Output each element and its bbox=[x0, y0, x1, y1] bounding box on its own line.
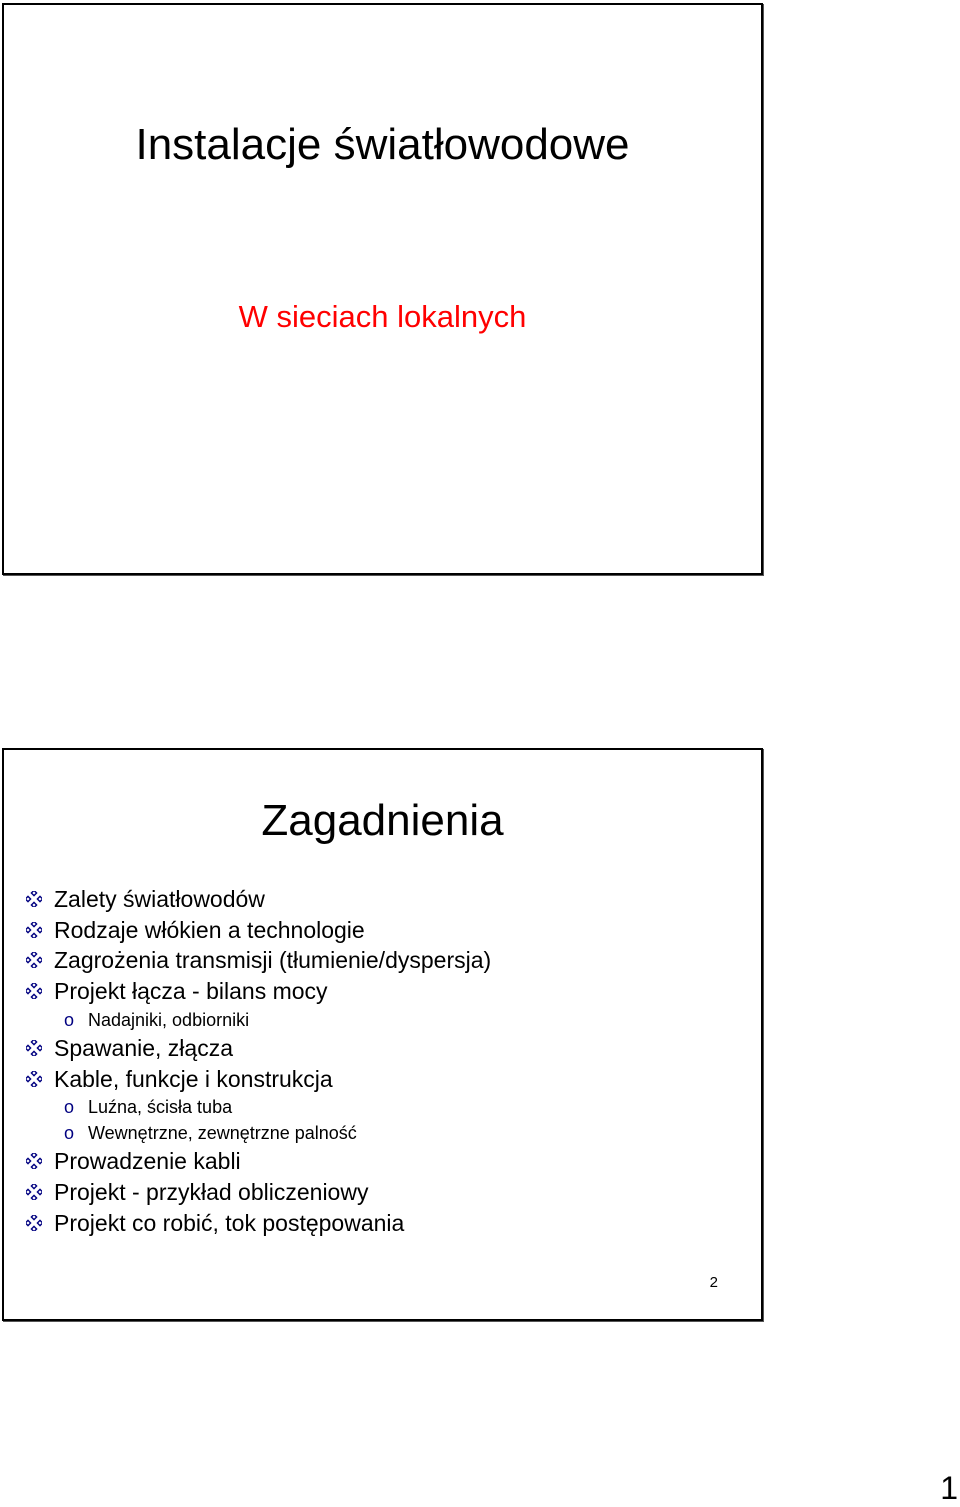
slide-1 bbox=[2, 3, 763, 575]
four-diamond-bullet-icon bbox=[26, 922, 42, 938]
list-item-text: Zagrożenia transmisji (tłumienie/dyspersja) bbox=[54, 947, 492, 974]
list-item bbox=[26, 884, 491, 915]
list-item-text: Rodzaje włókien a technologie bbox=[54, 916, 365, 943]
list-item bbox=[26, 1064, 491, 1095]
list-item-text: Wewnętrzne, zewnętrzne palność bbox=[88, 1123, 357, 1144]
slide-title: Instalacje światłowodowe bbox=[135, 120, 630, 169]
four-diamond-bullet-icon bbox=[26, 1071, 42, 1087]
list-item bbox=[26, 1208, 491, 1239]
four-diamond-bullet-icon bbox=[26, 952, 42, 968]
sub-bullet-icon: o bbox=[64, 1009, 75, 1030]
list-item-text: Luźna, ścisła tuba bbox=[88, 1097, 233, 1118]
list-item-text: Prowadzenie kabli bbox=[54, 1148, 241, 1175]
list-item-text: Kable, funkcje i konstrukcja bbox=[54, 1065, 333, 1092]
slide-subtitle: W sieciach lokalnych bbox=[238, 299, 527, 334]
list-item bbox=[26, 1033, 491, 1064]
sub-bullet-icon: o bbox=[64, 1097, 75, 1118]
bullet-list bbox=[26, 884, 491, 1238]
list-item bbox=[26, 1177, 491, 1208]
list-item-text: Zalety światłowodów bbox=[54, 886, 265, 912]
list-item bbox=[26, 915, 491, 946]
four-diamond-bullet-icon bbox=[26, 1215, 42, 1231]
slide-2 bbox=[2, 748, 763, 1321]
sub-list-item bbox=[26, 1094, 491, 1120]
sub-list-item bbox=[26, 1007, 491, 1033]
list-item-text: Nadajniki, odbiorniki bbox=[88, 1009, 250, 1030]
list-item-text: Projekt co robić, tok postępowania bbox=[54, 1209, 405, 1236]
list-item bbox=[26, 945, 491, 976]
document-page-number: 1 bbox=[940, 1470, 958, 1506]
list-item-text: Projekt - przykład obliczeniowy bbox=[54, 1178, 369, 1205]
list-item bbox=[26, 976, 491, 1007]
four-diamond-bullet-icon bbox=[26, 1153, 42, 1169]
list-item-text: Spawanie, złącza bbox=[54, 1034, 233, 1061]
four-diamond-bullet-icon bbox=[26, 1184, 42, 1200]
sub-list-item bbox=[26, 1120, 491, 1146]
list-item bbox=[26, 1146, 491, 1177]
slide-title: Zagadnienia bbox=[261, 796, 504, 845]
four-diamond-bullet-icon bbox=[26, 891, 42, 907]
sub-bullet-icon: o bbox=[64, 1123, 75, 1144]
list-item-text: Projekt łącza - bilans mocy bbox=[54, 978, 328, 1005]
four-diamond-bullet-icon bbox=[26, 1040, 42, 1056]
four-diamond-bullet-icon bbox=[26, 983, 42, 999]
slide-page-number: 2 bbox=[709, 1274, 718, 1291]
